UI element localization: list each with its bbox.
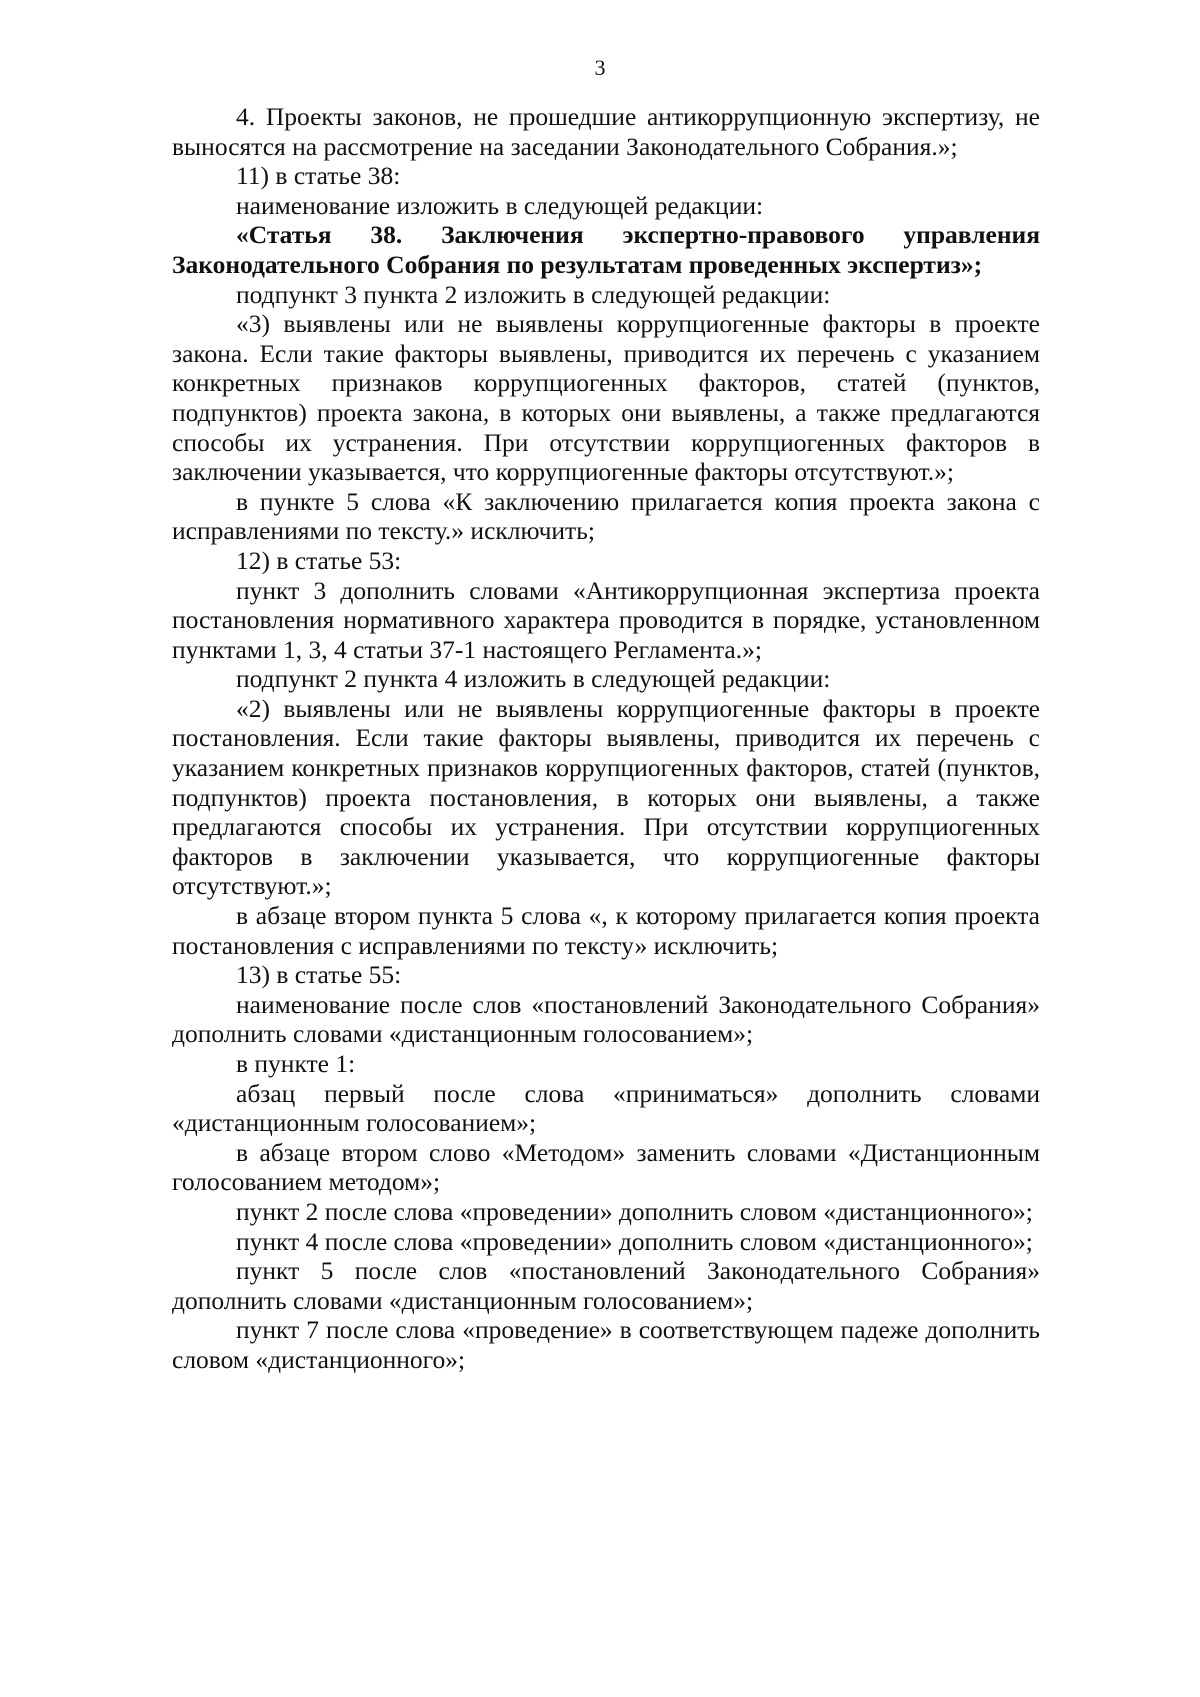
paragraph-3: наименование изложить в следующей редакции:: [236, 190, 764, 220]
paragraph-14: наименование после слов «постановлений Законодательного Собрания» дополнить словами «дистанционным голосованием»;: [172, 989, 1040, 1049]
paragraph-10: подпункт 2 пункта 4 изложить в следующей редакции:: [236, 664, 831, 694]
paragraph-17: в абзаце втором слово «Методом» заменить словами «Дистанционным голосованием методом»;: [172, 1137, 1040, 1197]
paragraph-18: пункт 2 после слова «проведении» дополнить словом «дистанционного»;: [236, 1196, 1033, 1226]
paragraph-2: 11) в статье 38:: [236, 161, 401, 191]
paragraph-4-article-title: «Статья 38. Заключения экспертно-правового управления Законодательного Собрания по результатам проведенных экспертиз»;: [172, 220, 1040, 279]
paragraph-1: 4. Проекты законов, не прошедшие антикоррупционную экспертизу, не выносятся на рассмотрение на заседании Законодательного Собрания.»;: [172, 102, 1040, 161]
paragraph-21: пункт 7 после слова «проведение» в соответствующем падеже дополнить словом «дистанционного»;: [172, 1315, 1040, 1374]
paragraph-16: абзац первый после слова «приниматься» дополнить словами «дистанционным голосованием»;: [172, 1078, 1040, 1138]
paragraph-9: пункт 3 дополнить словами «Антикоррупционная экспертиза проекта постановления нормативного характера проводится в порядке, установленном пунктами 1, 3, 4 статьи 37-1 настоящего Регламента.»;: [172, 575, 1040, 664]
paragraph-6: «3) выявлены или не выявлены коррупциогенные факторы в проекте закона. Если такие факторы выявлены, приводится их перечень с указанием конкретных признаков коррупциогенных факторов, статей (пунктов, подпунктов) проекта закона, в которых они выявлены, а также предлагаются способы их устранения. При отсутствии коррупциогенных факторов в заключении указывается, что коррупциогенные факторы отсутствуют.»;: [172, 309, 1040, 487]
page-number: 3: [594, 55, 606, 80]
paragraph-13: 13) в статье 55:: [236, 960, 402, 990]
paragraph-5: подпункт 3 пункта 2 изложить в следующей редакции:: [236, 279, 831, 309]
paragraph-11: «2) выявлены или не выявлены коррупциогенные факторы в проекте постановления. Если такие факторы выявлены, приводится их перечень с указанием конкретных признаков коррупциогенных факторов, статей (пунктов, подпунктов) проекта постановления, в которых они выявлены, а также предлагаются способы их устранения. При отсутствии коррупциогенных факторов в заключении указывается, что коррупциогенные факторы отсутствуют.»;: [172, 693, 1040, 901]
paragraph-8: 12) в статье 53:: [236, 545, 402, 575]
paragraph-15: в пункте 1:: [236, 1049, 356, 1078]
paragraph-20: пункт 5 после слов «постановлений Законодательного Собрания» дополнить словами «дистанционным голосованием»;: [172, 1256, 1040, 1315]
paragraph-7: в пункте 5 слова «К заключению прилагается копия проекта закона с исправлениями по тексту.» исключить;: [172, 486, 1040, 546]
paragraph-19: пункт 4 после слова «проведении» дополнить словом «дистанционного»;: [236, 1226, 1033, 1256]
document-body: [172, 102, 1040, 1375]
paragraph-12: в абзаце втором пункта 5 слова «, к которому прилагается копия проекта постановления с исправлениями по тексту» исключить;: [172, 901, 1040, 960]
